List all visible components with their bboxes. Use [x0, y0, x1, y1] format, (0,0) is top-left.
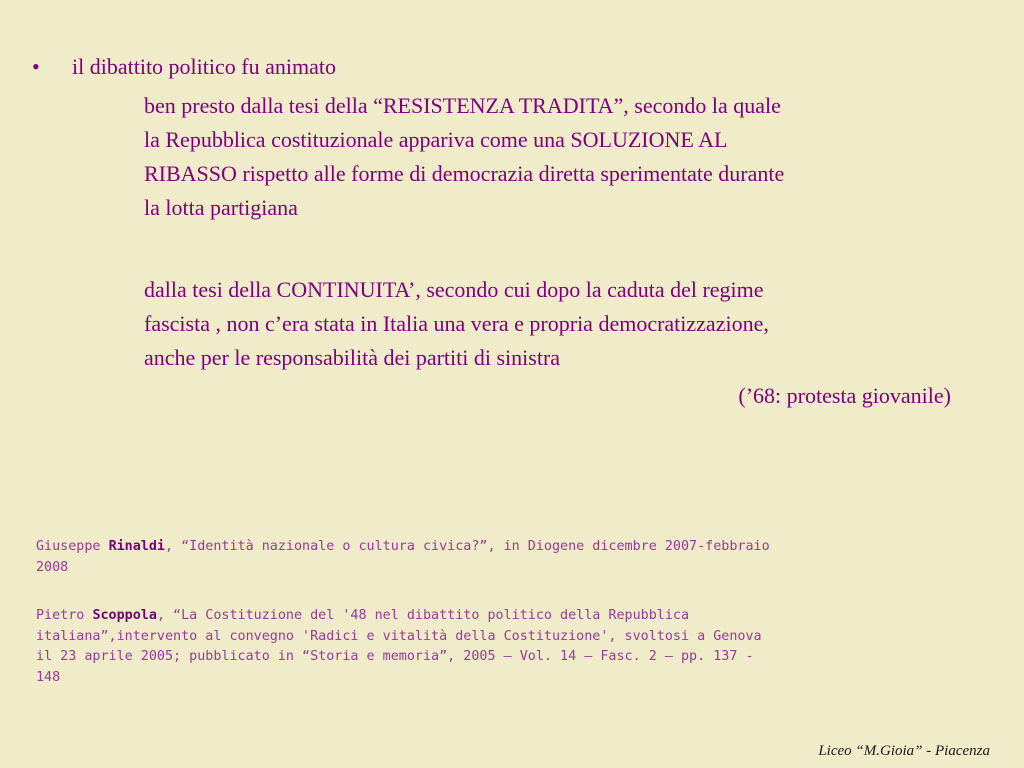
reference-surname: Scoppola — [92, 608, 157, 623]
footer-school-name: Liceo “M.Gioia” - Piacenza — [818, 743, 990, 759]
reference-line: italiana”,intervento al convegno 'Radici e vitalità della Costituzione', svoltosi a Genova — [36, 628, 762, 644]
bullet-symbol: • — [32, 54, 40, 79]
paragraph-continuita — [144, 273, 994, 375]
reference-scoppola — [36, 606, 986, 688]
reference-first-name: Giuseppe — [36, 539, 109, 554]
paragraph-resistenza-tradita — [144, 89, 994, 225]
paragraph-line: fascista , non c’era stata in Italia una vera e propria democratizzazione, — [144, 311, 769, 336]
paragraph-line: la lotta partigiana — [144, 195, 298, 220]
paragraph-line: la Repubblica costituzionale appariva come una SOLUZIONE AL — [144, 127, 728, 152]
reference-rinaldi — [36, 537, 986, 578]
paragraph-line: anche per le responsabilità dei partiti di sinistra — [144, 345, 561, 370]
paragraph-line: ben presto dalla tesi della “RESISTENZA TRADITA”, secondo la quale — [144, 93, 781, 118]
reference-first-name: Pietro — [36, 608, 93, 623]
paragraph-note: (’68: protesta giovanile) — [738, 383, 951, 408]
reference-line — [36, 606, 986, 627]
paragraph-line: dalla tesi della CONTINUITA’, secondo cui dopo la caduta del regime — [144, 277, 764, 302]
reference-surname: Rinaldi — [108, 539, 165, 554]
reference-line: 148 — [36, 669, 61, 685]
reference-title: , “Identità nazionale o cultura civica?”, in Diogene dicembre 2007-febbraio — [165, 539, 770, 554]
reference-line: 2008 — [36, 559, 69, 575]
reference-title: , “La Costituzione del '48 nel dibattito politico della Repubblica — [156, 608, 690, 623]
paragraph-line: RIBASSO rispetto alle forme di democrazia diretta sperimentate durante — [144, 161, 785, 186]
reference-line — [36, 537, 986, 558]
bullet-item — [32, 52, 336, 82]
reference-line: il 23 aprile 2005; pubblicato in “Storia e memoria”, 2005 – Vol. 14 – Fasc. 2 – pp. 137 - — [36, 649, 754, 664]
bullet-text: il dibattito politico fu animato — [72, 54, 336, 79]
